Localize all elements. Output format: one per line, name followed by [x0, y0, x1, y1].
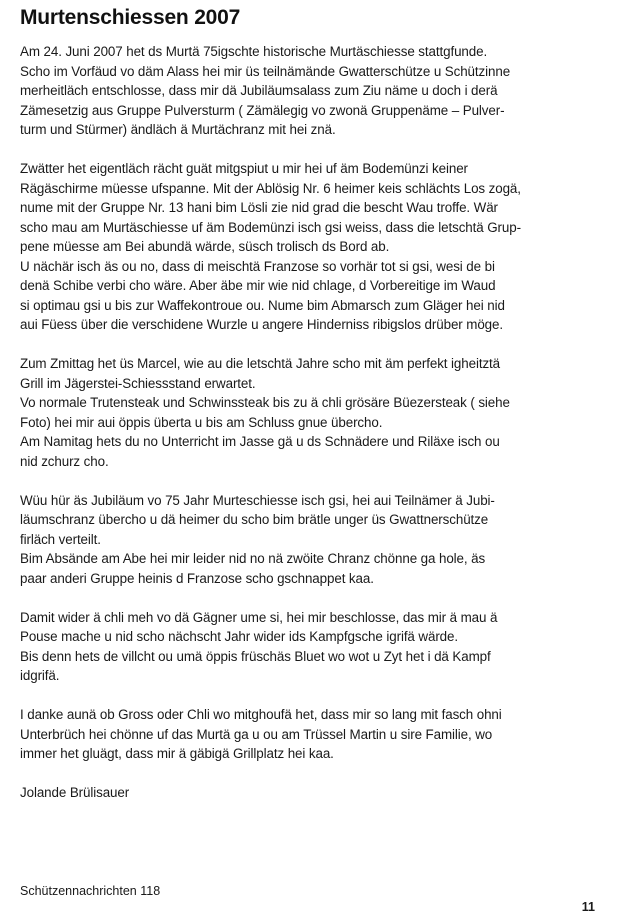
text-line: merheitläch entschlosse, dass mir dä Jubiläumsalass zum Ziu näme u doch i derä: [20, 83, 498, 98]
text-line: nid zchurz cho.: [20, 453, 109, 469]
article-body: [20, 42, 600, 803]
text-line: Zwätter het eigentläch rächt guät mitgspiut u mir hei uf äm Bodemünzi keiner: [20, 161, 468, 176]
text-line: Bim Absände am Abe hei mir leider nid no nä zwöite Chranz chönne ga hole, äs: [20, 551, 486, 566]
text-line: idgrifä.: [20, 668, 60, 683]
paragraph: [20, 42, 600, 140]
text-line: Pouse mache u nid scho nächscht Jahr wider ids Kampfgsche igrifä wärde.: [20, 629, 458, 644]
text-line: immer het gluägt, dass mir ä gäbigä Grillplatz hei kaa.: [20, 746, 334, 761]
text-line: Damit wider ä chli meh vo dä Gägner ume si, hei mir beschlosse, das mir ä mau ä: [20, 609, 498, 625]
text-line: Zämesetzig aus Gruppe Pulversturm ( Zämälegig vo zwonä Gruppenäme – Pulver-: [20, 102, 505, 118]
paragraph: [20, 491, 600, 589]
text-line: scho mau am Murtäschiesse uf äm Bodemünzi isch gsi weiss, dass die letschtä Grup-: [20, 219, 521, 235]
text-line: läumschranz übercho u dä heimer du scho bim brätle unger üs Gwattnerschütze: [20, 512, 489, 527]
text-line: pene müesse am Bei abundä wärde, süsch trolisch ds Bord ab.: [20, 239, 390, 254]
text-line: Bis denn hets de villcht ou umä öppis früschäs Bluet wo wot u Zyt het i dä Kampf: [20, 648, 491, 664]
text-line: si optimau gsi u bis zur Waffekontroue ou. Nume bim Abmarsch zum Gläger hei nid: [20, 297, 505, 313]
text-line: turm und Stürmer) ändläch ä Murtächranz mit hei znä.: [20, 122, 336, 137]
text-line: paar anderi Gruppe heinis d Franzose scho gschnappet kaa.: [20, 570, 374, 586]
text-line: denä Schibe verbi cho wäre. Aber äbe mir wie nid chlage, d Vorbereitige im Waud: [20, 278, 496, 293]
publication-name: Schützennachrichten 118: [20, 884, 161, 898]
article-title: Murtenschiessen 2007: [20, 6, 241, 29]
text-line: I danke aunä ob Gross oder Chli wo mitghoufä het, dass mir so lang mit fasch ohni: [20, 707, 502, 722]
text-line: Unterbrüch hei chönne uf das Murtä ga u ou am Trüssel Martin u sire Familie, wo: [20, 726, 493, 742]
text-line: U nächär isch äs ou no, dass di meischtä Franzose so vorhär tot si gsi, wesi de bi: [20, 258, 495, 274]
text-line: Am 24. Juni 2007 het ds Murtä 75igschte historische Murtäschiesse stattgfunde.: [20, 44, 488, 59]
paragraph: [20, 354, 600, 471]
text-line: Am Namitag hets du no Unterricht im Jasse gä u ds Schnädere und Riläxe isch ou: [20, 434, 500, 449]
text-line: Wüu hür äs Jubiläum vo 75 Jahr Murteschiesse isch gsi, hei aui Teilnämer ä Jubi-: [20, 492, 495, 508]
author-signature: Jolande Brülisauer: [20, 785, 130, 800]
text-line: Grill im Jägerstei-Schiessstand erwartet.: [20, 375, 256, 391]
text-line: nume mit der Gruppe Nr. 13 hani bim Lösli zie nid grad die bescht Wau troffe. Wär: [20, 200, 498, 215]
paragraph: [20, 608, 600, 686]
text-line: Foto) hei mir aui öppis überta u bis am Schluss gnue übercho.: [20, 414, 383, 430]
text-line: Scho im Vorfäud vo däm Alass hei mir üs teilnämände Gwatterschütze u Schützinne: [20, 63, 511, 79]
page-number: 11: [581, 900, 595, 914]
paragraph: [20, 705, 600, 764]
text-line: Zum Zmittag het üs Marcel, wie au die letschtä Jahre scho mit äm perfekt igheitztä: [20, 356, 501, 371]
text-line: Rägäschirme müesse ufspanne. Mit der Ablösig Nr. 6 heimer keis schlächts Los zogä,: [20, 180, 521, 196]
text-line: aui Füess über die verschidene Wurzle u angere Hinderniss ribigslos drüber möge.: [20, 317, 503, 332]
text-line: firläch verteilt.: [20, 531, 101, 547]
text-line: Vo normale Trutensteak und Schwinssteak bis zu ä chli grösäre Büezersteak ( siehe: [20, 395, 510, 410]
paragraph: [20, 159, 600, 335]
